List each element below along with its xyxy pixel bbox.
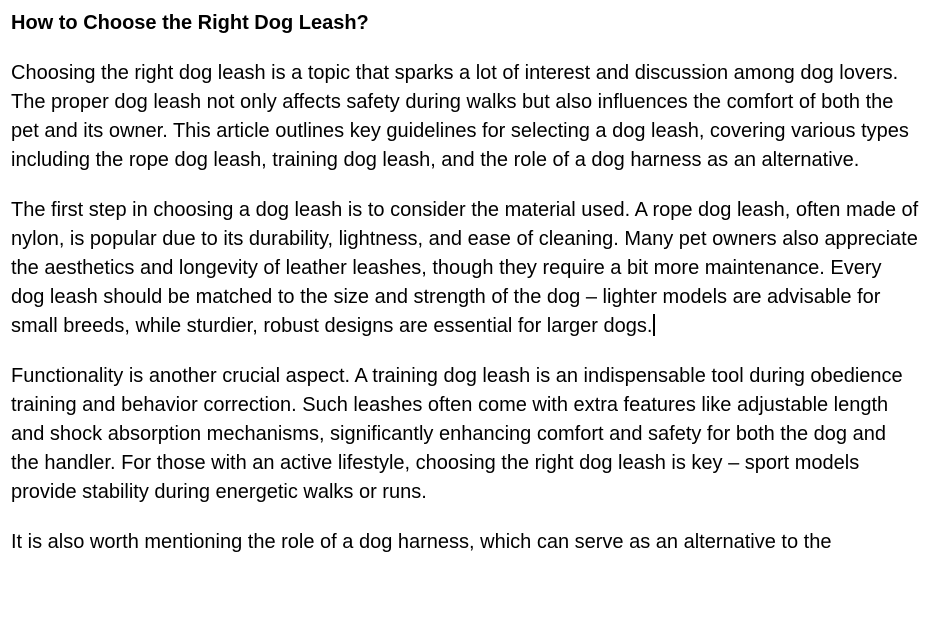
document-title[interactable]: How to Choose the Right Dog Leash? <box>11 12 369 34</box>
text-cursor <box>653 314 655 336</box>
paragraph-material-text: The first step in choosing a dog leash is to consider the material used. A rope dog leash, often made of nylon, is popular due to its durability, lightness, and ease of cleaning. Many pet owners also appreciate the aesthetics and longevity of leather leashes, though they require a bit more maintenance. Every dog leash should be matched to the size and strength of the dog – lighter models are advisable for small breeds, while sturdier, robust designs are essential for larger dogs. <box>11 199 919 337</box>
paragraph-intro-text: Choosing the right dog leash is a topic that sparks a lot of interest and discussion among dog lovers. The proper dog leash not only affects safety during walks but also influences the comfort of both the pet and its owner. This article outlines key guidelines for selecting a dog leash, covering various types including the rope dog leash, training dog leash, and the role of a dog harness as an alternative. <box>11 62 909 171</box>
paragraph-functionality-text: Functionality is another crucial aspect. A training dog leash is an indispensable tool during obedience training and behavior correction. Such leashes often come with extra features like adjustable length and shock absorption mechanisms, significantly enhancing comfort and safety for both the dog and the handler. For those with an active lifestyle, choosing the right dog leash is key – sport models provide stability during energetic walks or runs. <box>11 365 903 503</box>
paragraph-harness-text: It is also worth mentioning the role of a dog harness, which can serve as an alternative to the <box>11 531 832 553</box>
paragraph-functionality[interactable] <box>11 362 919 507</box>
paragraph-harness[interactable] <box>11 528 919 557</box>
paragraph-intro[interactable] <box>11 59 919 175</box>
document-editor[interactable] <box>11 9 919 578</box>
paragraph-material[interactable] <box>11 196 919 341</box>
